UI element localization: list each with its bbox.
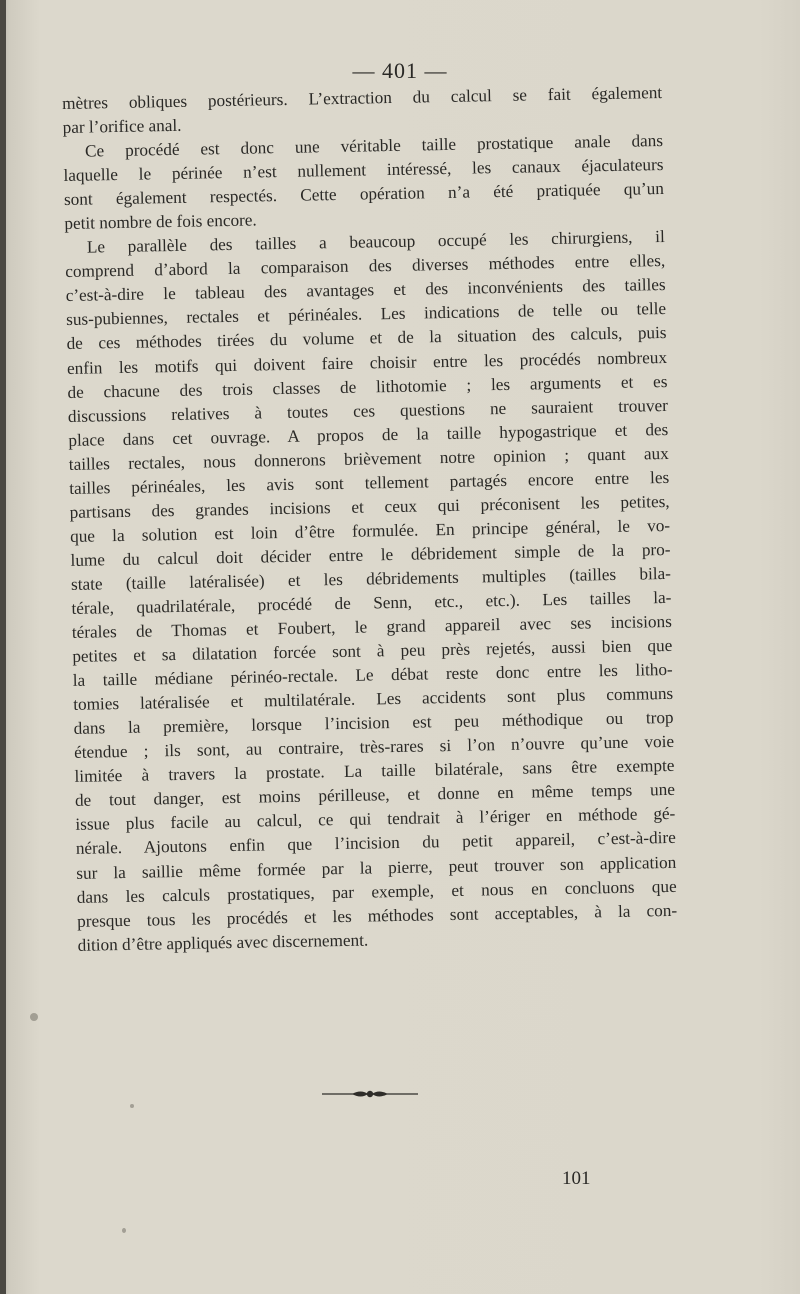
text-line: comprend d’abord la comparaison des diverses méthodes entre elles, [65,251,666,282]
text-line: que la solution est loin d’être formulée. En principe général, le vo- [69,515,671,546]
text-line: limitée à travers la prostate. La taille bilatérale, sans être exempte [74,756,675,787]
text-line: térale, quadrilatérale, procédé de Senn, etc., etc.). Les tailles la- [71,587,672,618]
paragraph [65,225,678,957]
text-line: presque tous les procédés et les méthodes sont acceptables, à la con- [77,900,678,931]
text-line: c’est-à-dire le tableau des avantages et des inconvénients des tailles [65,275,666,306]
page-number-header: — 401 — [352,58,448,83]
text-line: de chacune des trois classes de lithotomie ; les arguments et es [67,371,668,402]
text-line: Le parallèle des tailles a beaucoup occupé les chirurgiens, il [86,227,665,257]
ink-spot [130,1104,134,1108]
text-line: tomies latéralisée et multilatérale. Les accidents sont plus communs [73,684,674,715]
text-line: place dans cet ouvrage. A propos de la taille hypogastrique et des [68,419,669,450]
text-line: enfin les motifs qui doivent faire choisir entre les procédés nombreux [66,347,668,378]
printer-signature: 101 [562,1168,591,1189]
text-line: sur la saillie même formée par la pierre, peut trouver son application [76,852,677,883]
text-line: térales de Thomas et Foubert, le grand appareil avec ses incisions [71,611,672,642]
text-line: state (taille latéralisée) et les débridements multiples (tailles bila- [70,563,672,594]
text-line: discussions relatives à toutes ces questions ne sauraient trouver [67,395,669,426]
ink-spot [122,1228,126,1233]
text-line: dans la première, lorsque l’incision est peu méthodique ou trop [73,708,674,739]
text-line: dition d’être appliqués avec discernement. [77,930,369,955]
text-line: tailles rectales, nous donnerons brièvement notre opinion ; quant aux [68,443,669,474]
text-line: sus-pubiennes, rectales et périnéales. Les indications de telle ou telle [66,299,667,330]
paragraph [63,129,665,236]
text-line: petites et sa dilatation forcée sont à peu près rejetés, aussi bien que [72,635,673,666]
ornament-divider [322,1087,418,1101]
text-line: la taille médiane périnéo-rectale. Le débat reste donc entre les litho- [72,660,673,691]
text-line: de tout danger, est moins périlleuse, et donne en même temps une [74,780,676,811]
text-line: lume du calcul doit décider entre le débridement simple de la pro- [70,539,671,570]
text-line: étendue ; ils sont, au contraire, très-rares si l’on n’ouvre qu’une voie [73,732,675,763]
page-gutter [0,0,6,1294]
ink-spot [30,1013,38,1021]
body-text [62,81,678,958]
text-line: petit nombre de fois encore. [64,210,257,234]
text-line: dans les calculs prostatiques, par exemple, et nous en concluons que [76,876,677,907]
text-line: laquelle le périnée n’est nullement intéressé, les canaux éjaculateurs [63,155,664,186]
text-line: par l’orifice anal. [62,115,182,138]
text-line: tailles périnéales, les avis sont tellement partagés encore entre les [69,467,670,498]
text-line: issue plus facile au calcul, ce qui tendrait à l’ériger en méthode gé- [75,804,676,835]
text-line: partisans des grandes incisions et ceux qui préconisent les petites, [69,491,670,522]
text-line: de ces méthodes tirées du volume et de la situation des calculs, puis [66,323,667,354]
text-line: sont également respectés. Cette opération n’a été pratiquée qu’un [63,179,665,210]
text-line: mètres obliques postérieurs. L’extraction du calcul se fait également [62,83,663,113]
text-line: Ce procédé est donc une véritable taille prostatique anale dans [84,131,664,161]
text-line: nérale. Ajoutons enfin que l’incision du petit appareil, c’est-à-dire [75,828,676,859]
